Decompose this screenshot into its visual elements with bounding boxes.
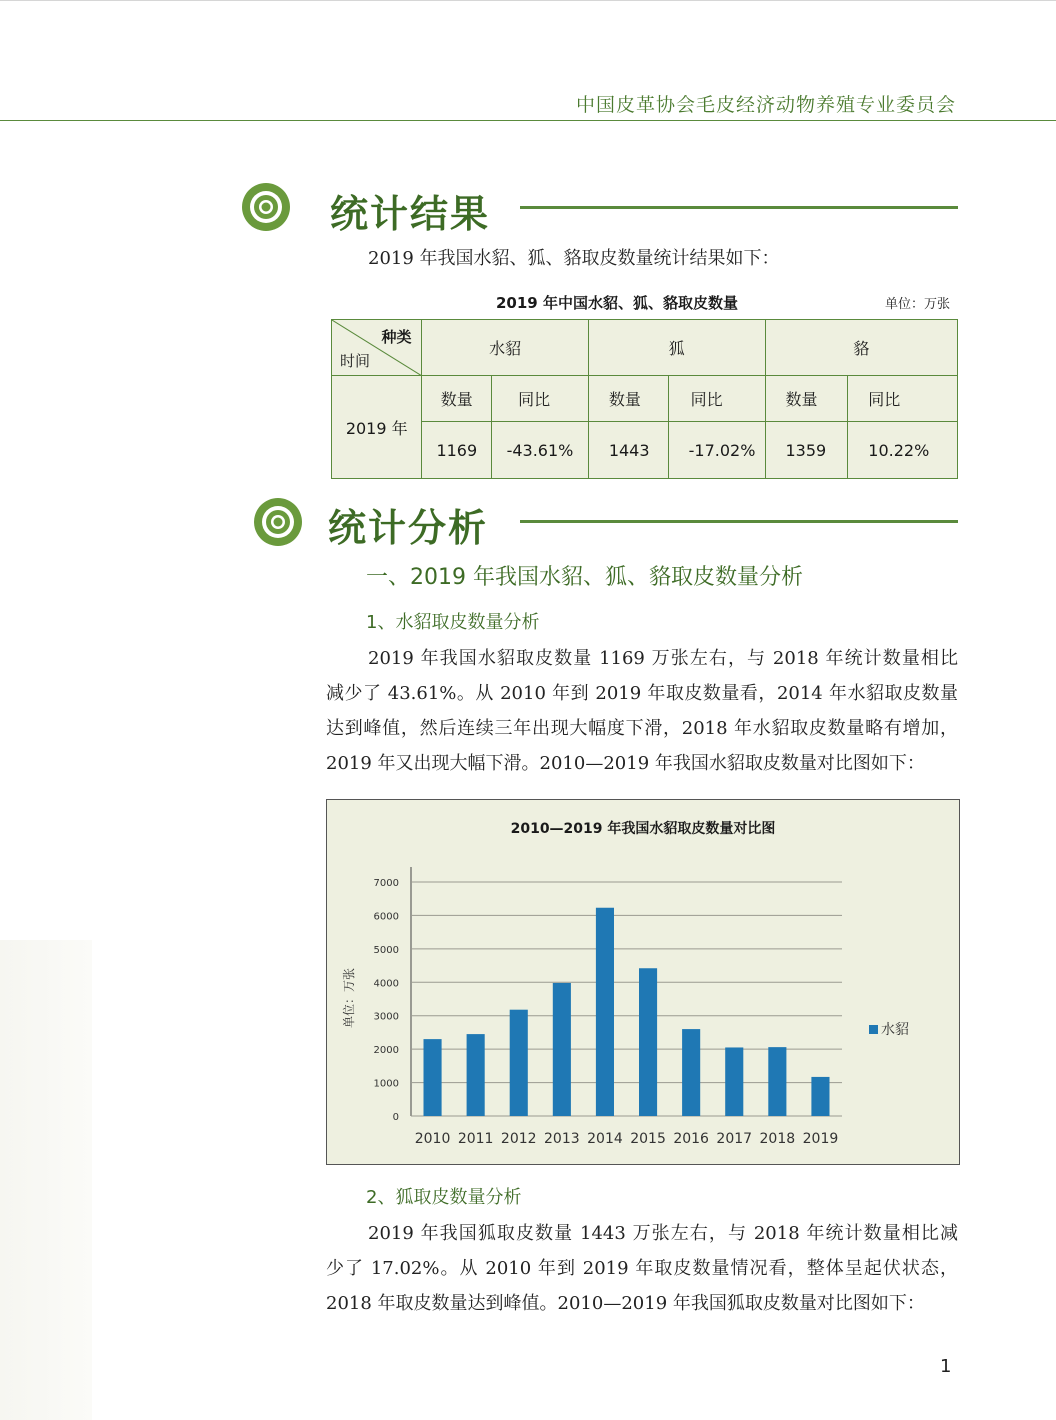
bar-2019: [811, 1077, 829, 1116]
corner-time-label: 时间: [340, 352, 371, 370]
target-icon: [241, 182, 291, 232]
bar-2015: [639, 968, 657, 1116]
harvest-table: [331, 319, 958, 479]
subheader-count: 数量: [765, 376, 848, 422]
x-tick-label: 2010: [414, 1131, 451, 1147]
mink-paragraph: [326, 641, 958, 781]
mink-line: 达到峰值，然后连续三年出现大幅度下滑，2018 年水貂取皮数量略有增加，: [326, 718, 958, 739]
subheader-count: 数量: [422, 376, 492, 422]
table-unit: 单位：万张: [884, 297, 950, 312]
results-intro: [368, 241, 780, 276]
bar-2014: [596, 908, 614, 1116]
table-caption: 2019 年中国水貂、狐、貉取皮数量: [496, 294, 738, 312]
y-tick-label: 6000: [373, 911, 399, 923]
page-number: 1: [940, 1356, 952, 1377]
table-corner-cell: [332, 320, 422, 376]
legend-swatch: [869, 1025, 878, 1034]
cell-raccoon-dog-yoy: 10.22%: [848, 422, 958, 479]
bar-2011: [467, 1034, 485, 1116]
chart-title: 2010—2019 年我国水貂取皮数量对比图: [510, 821, 776, 837]
corner-species-label: 种类: [381, 328, 412, 346]
bar-2017: [725, 1047, 743, 1116]
fox-heading: 2、狐取皮数量分析: [366, 1187, 522, 1208]
bar-2010: [423, 1039, 441, 1116]
x-tick-label: 2019: [802, 1131, 839, 1147]
cell-fox-yoy: -17.02%: [668, 422, 765, 479]
mink-line: 2019 年又出现大幅下滑。2010—2019 年我国水貂取皮数量对比图如下：: [326, 753, 925, 774]
species-header-mink: 水貂: [422, 320, 588, 376]
subheader-yoy: 同比: [492, 376, 589, 422]
species-header-fox: 狐: [588, 320, 765, 376]
x-tick-label: 2013: [544, 1131, 580, 1147]
subheader-yoy: 同比: [848, 376, 958, 422]
legend-label: 水貂: [881, 1022, 909, 1038]
results-intro-text: 2019 年我国水貂、狐、貉取皮数量统计结果如下：: [368, 248, 780, 269]
x-tick-label: 2015: [630, 1131, 666, 1147]
x-tick-label: 2017: [716, 1131, 753, 1147]
y-tick-label: 0: [392, 1112, 399, 1123]
y-tick-label: 2000: [373, 1045, 399, 1057]
cell-fox-count: 1443: [588, 422, 668, 479]
x-tick-label: 2014: [587, 1131, 623, 1147]
mink-chart: [326, 799, 960, 1165]
page-shade: [0, 940, 92, 1420]
species-header-raccoon-dog: 貉: [765, 320, 958, 376]
fox-line: 2018 年取皮数量达到峰值。2010—2019 年我国狐取皮数量对比图如下：: [326, 1293, 925, 1314]
top-border: [0, 0, 1056, 1]
section-title-results: 统计结果: [330, 192, 491, 236]
x-tick-label: 2016: [673, 1131, 709, 1147]
subheader-count: 数量: [588, 376, 668, 422]
cell-mink-yoy: -43.61%: [492, 422, 589, 479]
y-tick-label: 1000: [373, 1078, 399, 1090]
fox-line: 少了 17.02%。从 2010 年到 2019 年取皮数量情况看，整体呈起伏状态，: [326, 1258, 958, 1279]
bar-2013: [553, 983, 571, 1116]
chart-ylabel: 单位：万张: [342, 967, 356, 1029]
x-tick-label: 2012: [500, 1131, 537, 1147]
bar-2012: [510, 1010, 528, 1116]
mink-heading: 1、水貂取皮数量分析: [366, 612, 540, 633]
x-tick-label: 2018: [759, 1131, 796, 1147]
bar-2016: [682, 1029, 700, 1116]
y-tick-label: 4000: [373, 978, 399, 990]
x-tick-label: 2011: [457, 1131, 494, 1147]
fox-line: 2019 年我国狐取皮数量 1443 万张左右，与 2018 年统计数量相比减: [368, 1223, 958, 1244]
mink-chart-svg: [327, 800, 959, 1164]
mink-line: 2019 年我国水貂取皮数量 1169 万张左右，与 2018 年统计数量相比: [368, 648, 958, 669]
target-icon: [253, 497, 303, 547]
section-title-analysis: 统计分析: [328, 506, 489, 550]
fox-paragraph: [326, 1216, 958, 1321]
cell-raccoon-dog-count: 1359: [765, 422, 848, 479]
subheader-yoy: 同比: [668, 376, 765, 422]
mink-line: 减少了 43.61%。从 2010 年到 2019 年取皮数量看，2014 年水貂取皮数量: [326, 683, 958, 704]
y-tick-label: 3000: [373, 1011, 399, 1023]
row-label-year: 2019 年: [332, 376, 422, 479]
y-tick-label: 5000: [373, 944, 399, 956]
running-header: 中国皮革协会毛皮经济动物养殖专业委员会: [575, 94, 956, 116]
analysis-subtitle: 一、2019 年我国水貂、狐、貉取皮数量分析: [366, 565, 803, 590]
bar-2018: [768, 1047, 786, 1116]
section-rule: [520, 520, 958, 523]
header-rule: [0, 120, 1056, 121]
cell-mink-count: 1169: [422, 422, 492, 479]
y-tick-label: 7000: [373, 878, 399, 889]
section-rule: [520, 206, 958, 209]
